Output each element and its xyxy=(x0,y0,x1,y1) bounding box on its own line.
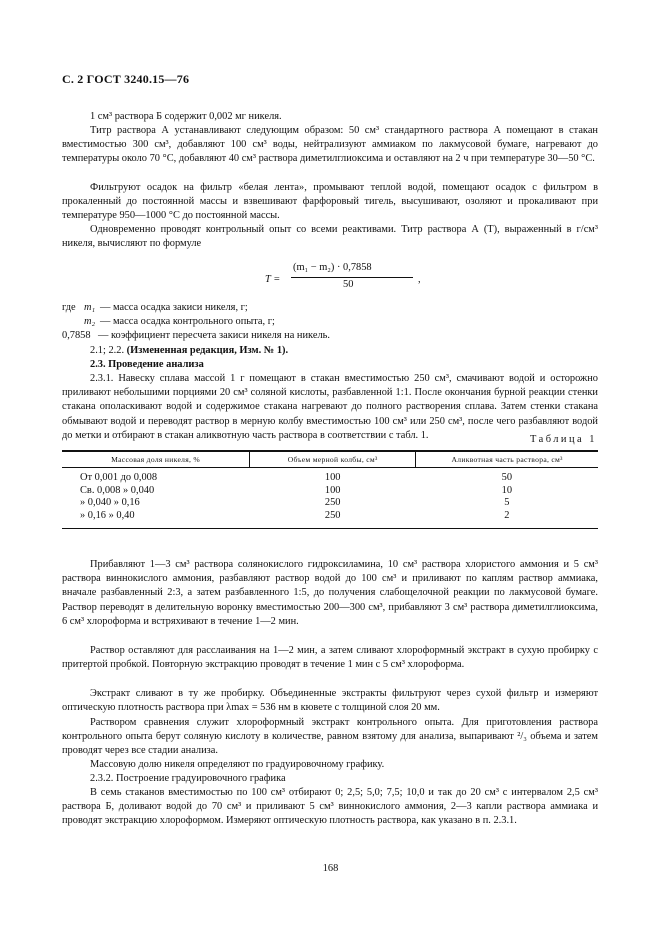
edition-note xyxy=(62,344,598,358)
fraction-bar xyxy=(291,277,413,278)
edition-note-text: 2.1; 2.2. xyxy=(90,345,127,356)
paragraph-control: Одновременно проводят контрольный опыт со всеми реактивами. Титр раствора А (T), выраженный в г/см³ никеля, вычисляют по формуле xyxy=(62,224,598,250)
definition-text: — масса осадка контрольного опыта, г; xyxy=(100,316,275,328)
table-cell: » 0,16 » 0,40 xyxy=(62,510,250,529)
table-caption: Таблица 1 xyxy=(530,434,597,445)
table-cell: 2 xyxy=(416,510,598,529)
paragraph-231: 2.3.1. Навеску сплава массой 1 г помещают в стакан вместимостью 250 см³, смачивают водой и осторожно приливают небольшими порциями 20 см³ соляной кислоты, разбавленной 1:1. После окончания бурной реакции стенки стакана ополаскивают водой и содержимое стакана нагревают до полного растворения сплава. Затем стенки стакана обмывают водой и переводят раствор в мерную колбу вместимостью 100 см³ или 250 см³, после чего разбавляют водой до метки и отбирают в стакан аликвотную часть раствора в соответствии с табл. 1. xyxy=(62,373,598,441)
table-cell: 250 xyxy=(324,497,341,508)
table-cell: 50 xyxy=(501,472,513,483)
formula-denominator: 50 xyxy=(343,279,354,290)
paragraph-titer: Титр раствора А устанавливают следующим образом: 50 см³ стандартного раствора А помещают в стакан вместимостью 300 см³, добавляют 100 см³ воды, нейтрализуют аммиаком по лакмусовой бумаге, нагревают до температуры около 70 °С, добавляют 40 см³ раствора диметилглиоксима и оставляют на 2 ч при температуре 30—50 °С. xyxy=(62,125,598,165)
table-row xyxy=(62,468,598,485)
definition-text: — коэффициент пересчета закиси никеля на никель. xyxy=(98,330,330,342)
page-header: С. 2 ГОСТ 3240.15—76 xyxy=(62,72,190,86)
table-cell: 100 xyxy=(324,484,341,496)
definition-symbol: m₂ xyxy=(84,316,96,328)
table-row xyxy=(62,485,598,498)
column-header: Аликвотная часть раствора, см³ xyxy=(416,451,598,468)
paragraph-filter: Фильтруют осадок на фильтр «белая лента», промывают теплой водой, помещают осадок с фильтром в прокаленный до постоянной массы и взвешивают фарфоровый тигель, высушивают, озоляют и прокаливают при температуре 950—1000 °С до постоянной массы. xyxy=(62,182,598,222)
formula-lhs: T = xyxy=(265,274,281,285)
page-number: 168 xyxy=(322,863,339,874)
definition-row xyxy=(62,329,598,343)
table-cell: Св. 0,008 » 0,040 xyxy=(80,484,155,496)
definition-symbol: 0,7858 xyxy=(62,330,91,342)
table-row xyxy=(62,510,598,529)
table-cell: 5 xyxy=(504,497,510,508)
paragraph-calibration: Массовую долю никеля определяют по градуировочному графику. xyxy=(90,759,385,770)
column-header: Массовая доля никеля, % xyxy=(62,451,250,468)
table-cell: 250 xyxy=(250,510,416,529)
edition-note-bold: (Измененная редакция, Изм. № 1). xyxy=(126,345,289,356)
paragraph-reagents: Прибавляют 1—3 см³ раствора солянокислого гидроксиламина, 10 см³ раствора хлористого аммония и 5 см³ раствора виннокислого аммония, разбавляют раствор водой до 100 см³ и приливают по каплям раствор аммиака, вначале разбавленный 2:3, а затем разбавленного 1:5, до получения слабощелочной реакции по лакмусовой бумаге. Раствор переводят в делительную воронку вместимостью 200—300 см³, прибавляют 3 см³ раствора диметилглиоксима, 6 см³ хлороформа и встряхивают в течение 1—2 мин. xyxy=(62,559,598,627)
formula-comma: , xyxy=(418,274,421,285)
table-cell: 100 xyxy=(324,472,341,483)
section-title: 2.3. Проведение анализа xyxy=(90,359,204,370)
titer-formula xyxy=(265,262,421,296)
formula-definitions xyxy=(62,301,598,344)
table-row xyxy=(62,497,598,510)
definition-row xyxy=(62,301,598,315)
paragraph-separation: Раствор оставляют для расслаивания на 1—2 мин, а затем сливают хлороформный экстракт в сухую пробирку с притертой пробкой. Повторную экстракцию проводят в течение 1 мин с 5 см³ хлороформа. xyxy=(62,645,598,671)
column-header: Объем мерной колбы, см³ xyxy=(250,451,416,468)
paragraph-extract: Экстракт сливают в ту же пробирку. Объединенные экстракты фильтруют через сухой фильтр и измеряют оптическую плотность раствора при λmax = 536 нм в кювете с толщиной слоя 20 мм. xyxy=(62,688,598,714)
table-cell: 10 xyxy=(501,484,513,496)
paragraph-reference: Раствором сравнения служит хлороформный экстракт контрольного опыта. Для приготовления раствора контрольного опыта берут соляную кислоту в количестве, равном взятому для анализа, выпаривают ²/₃ объема и затем проводят через все стадии анализа. xyxy=(62,717,598,757)
definition-prefix xyxy=(62,315,84,329)
table-1 xyxy=(62,450,598,529)
subsection-title: 2.3.2. Построение градуировочного графика xyxy=(90,773,286,784)
table-header-row xyxy=(62,451,598,468)
formula-numerator: (m₁ − m₂) · 0,7858 xyxy=(293,262,372,273)
definition-row xyxy=(62,315,598,329)
table-cell: От 0,001 до 0,008 xyxy=(80,472,158,483)
definition-symbol: m₁ xyxy=(84,302,96,313)
definition-text: — масса осадка закиси никеля, г; xyxy=(100,302,248,313)
definition-prefix: где xyxy=(62,302,76,313)
paragraph-calibration-procedure: В семь стаканов вместимостью по 100 см³ отбирают 0; 2,5; 5,0; 7,5; 10,0 и так до 20 см³ с интервалом 2,5 см³ раствора Б, доливают водой до 70 см³ и приливают 5 см³ виннокислого аммония, 2—3 капли раствора аммиака и проводят экстракцию хлороформом. Измеряют оптическую плотность раствора, как указано в п. 2.3.1. xyxy=(62,787,598,827)
intro-line: 1 см³ раствора Б содержит 0,002 мг никеля. xyxy=(90,111,282,122)
table-cell: » 0,040 » 0,16 xyxy=(80,497,140,508)
